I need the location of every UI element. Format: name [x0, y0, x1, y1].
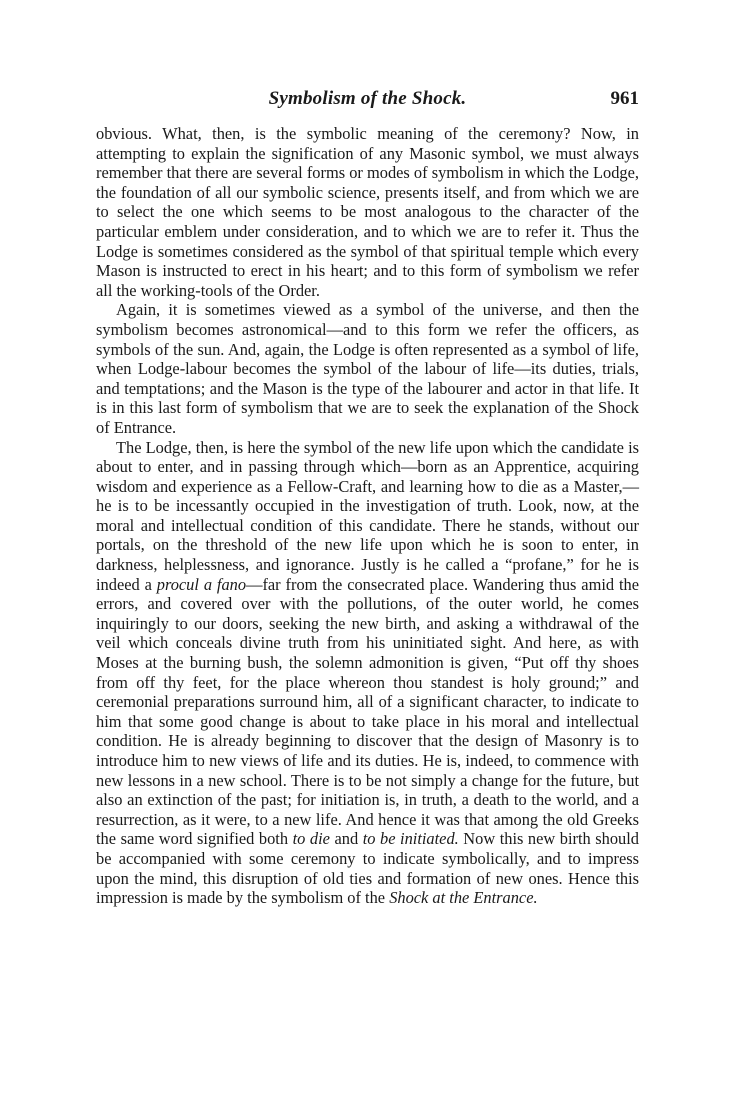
- paragraph: [96, 300, 639, 437]
- document-page: [96, 88, 639, 908]
- italic-text-run: procul a fano: [156, 574, 247, 594]
- italic-text-run: Shock at the Entrance.: [389, 888, 538, 908]
- body-text: [96, 124, 639, 908]
- italic-text-run: to die: [292, 829, 330, 849]
- text-run: and: [329, 829, 363, 849]
- paragraph: [96, 438, 639, 908]
- page-number: 961: [610, 88, 639, 109]
- italic-text-run: to be initiated.: [362, 829, 459, 849]
- running-title: Symbolism of the Shock.: [268, 88, 467, 109]
- text-run: The Lodge, then, is here the symbol of the new life upon which the candidate is about to enter, and in passing through which—born as an Apprentice, acquiring wisdom and experience as a Fellow-Craft, and learning how to die as a Master,—he is to be incessantly occupied in the investigation of truth. Look, now, at the moral and intellectual condition of this candidate. There he stands, without our portals, on the threshold of the new life upon which he is soon to enter, in darkness, helplessness, and ignorance. Justly is he called a “profane,” for he is indeed a: [96, 437, 639, 594]
- text-run: —far from the consecrated place. Wandering thus amid the errors, and covered over with the pollutions, of the outer world, he comes inquiringly to our doors, seeking the new birth, and asking a withdrawal of the veil which conceals divine truth from his uninitiated sight. And here, as with Moses at the burning bush, the solemn admonition is given, “Put off thy shoes from off thy feet, for the place whereon thou standest is holy ground;” and ceremonial preparations surround him, all of a significant character, to indicate to him that some good change is about to take place in his moral and intellectual condition. He is already beginning to discover that the design of Masonry is to introduce him to new views of life and its duties. He is, indeed, to commence with new lessons in a new school. There is to be not simply a change for the future, but also an extinction of the past; for initiation is, in truth, a death to the world, and a resurrection, as it were, to a new life. And hence it was that among the old Greeks the same word signified both: [96, 574, 639, 849]
- text-run: Again, it is sometimes viewed as a symbol of the universe, and then the symbolism becomes astronomical—and to this form we refer the officers, as symbols of the sun. And, again, the Lodge is often represented as a symbol of life, when Lodge-labour becomes the symbol of the labour of life—its duties, trials, and temptations; and the Mason is the type of the labourer and actor in that life. It is in this last form of symbolism that we are to seek the explanation of the Shock of Entrance.: [96, 300, 639, 437]
- paragraph: [96, 124, 639, 300]
- text-run: obvious. What, then, is the symbolic meaning of the ceremony? Now, in attempting to explain the signification of any Masonic symbol, we must always remember that there are several forms or modes of symbolism in which the Lodge, the foundation of all our symbolic science, presents itself, and from which we are to select the one which seems to be most analogous to the character of the particular emblem under consideration, and to which we are to refer it. Thus the Lodge is sometimes considered as the symbol of that spiritual temple which every Mason is instructed to erect in his heart; and to this form of symbolism we refer all the working-tools of the Order.: [96, 124, 639, 300]
- running-header: [96, 88, 639, 112]
- text-run: Now this new birth should be accompanied with some ceremony to indicate symbolically, and to impress upon the mind, this disruption of old ties and formation of new ones. Hence this impression is made by the symbolism of the: [96, 829, 639, 908]
